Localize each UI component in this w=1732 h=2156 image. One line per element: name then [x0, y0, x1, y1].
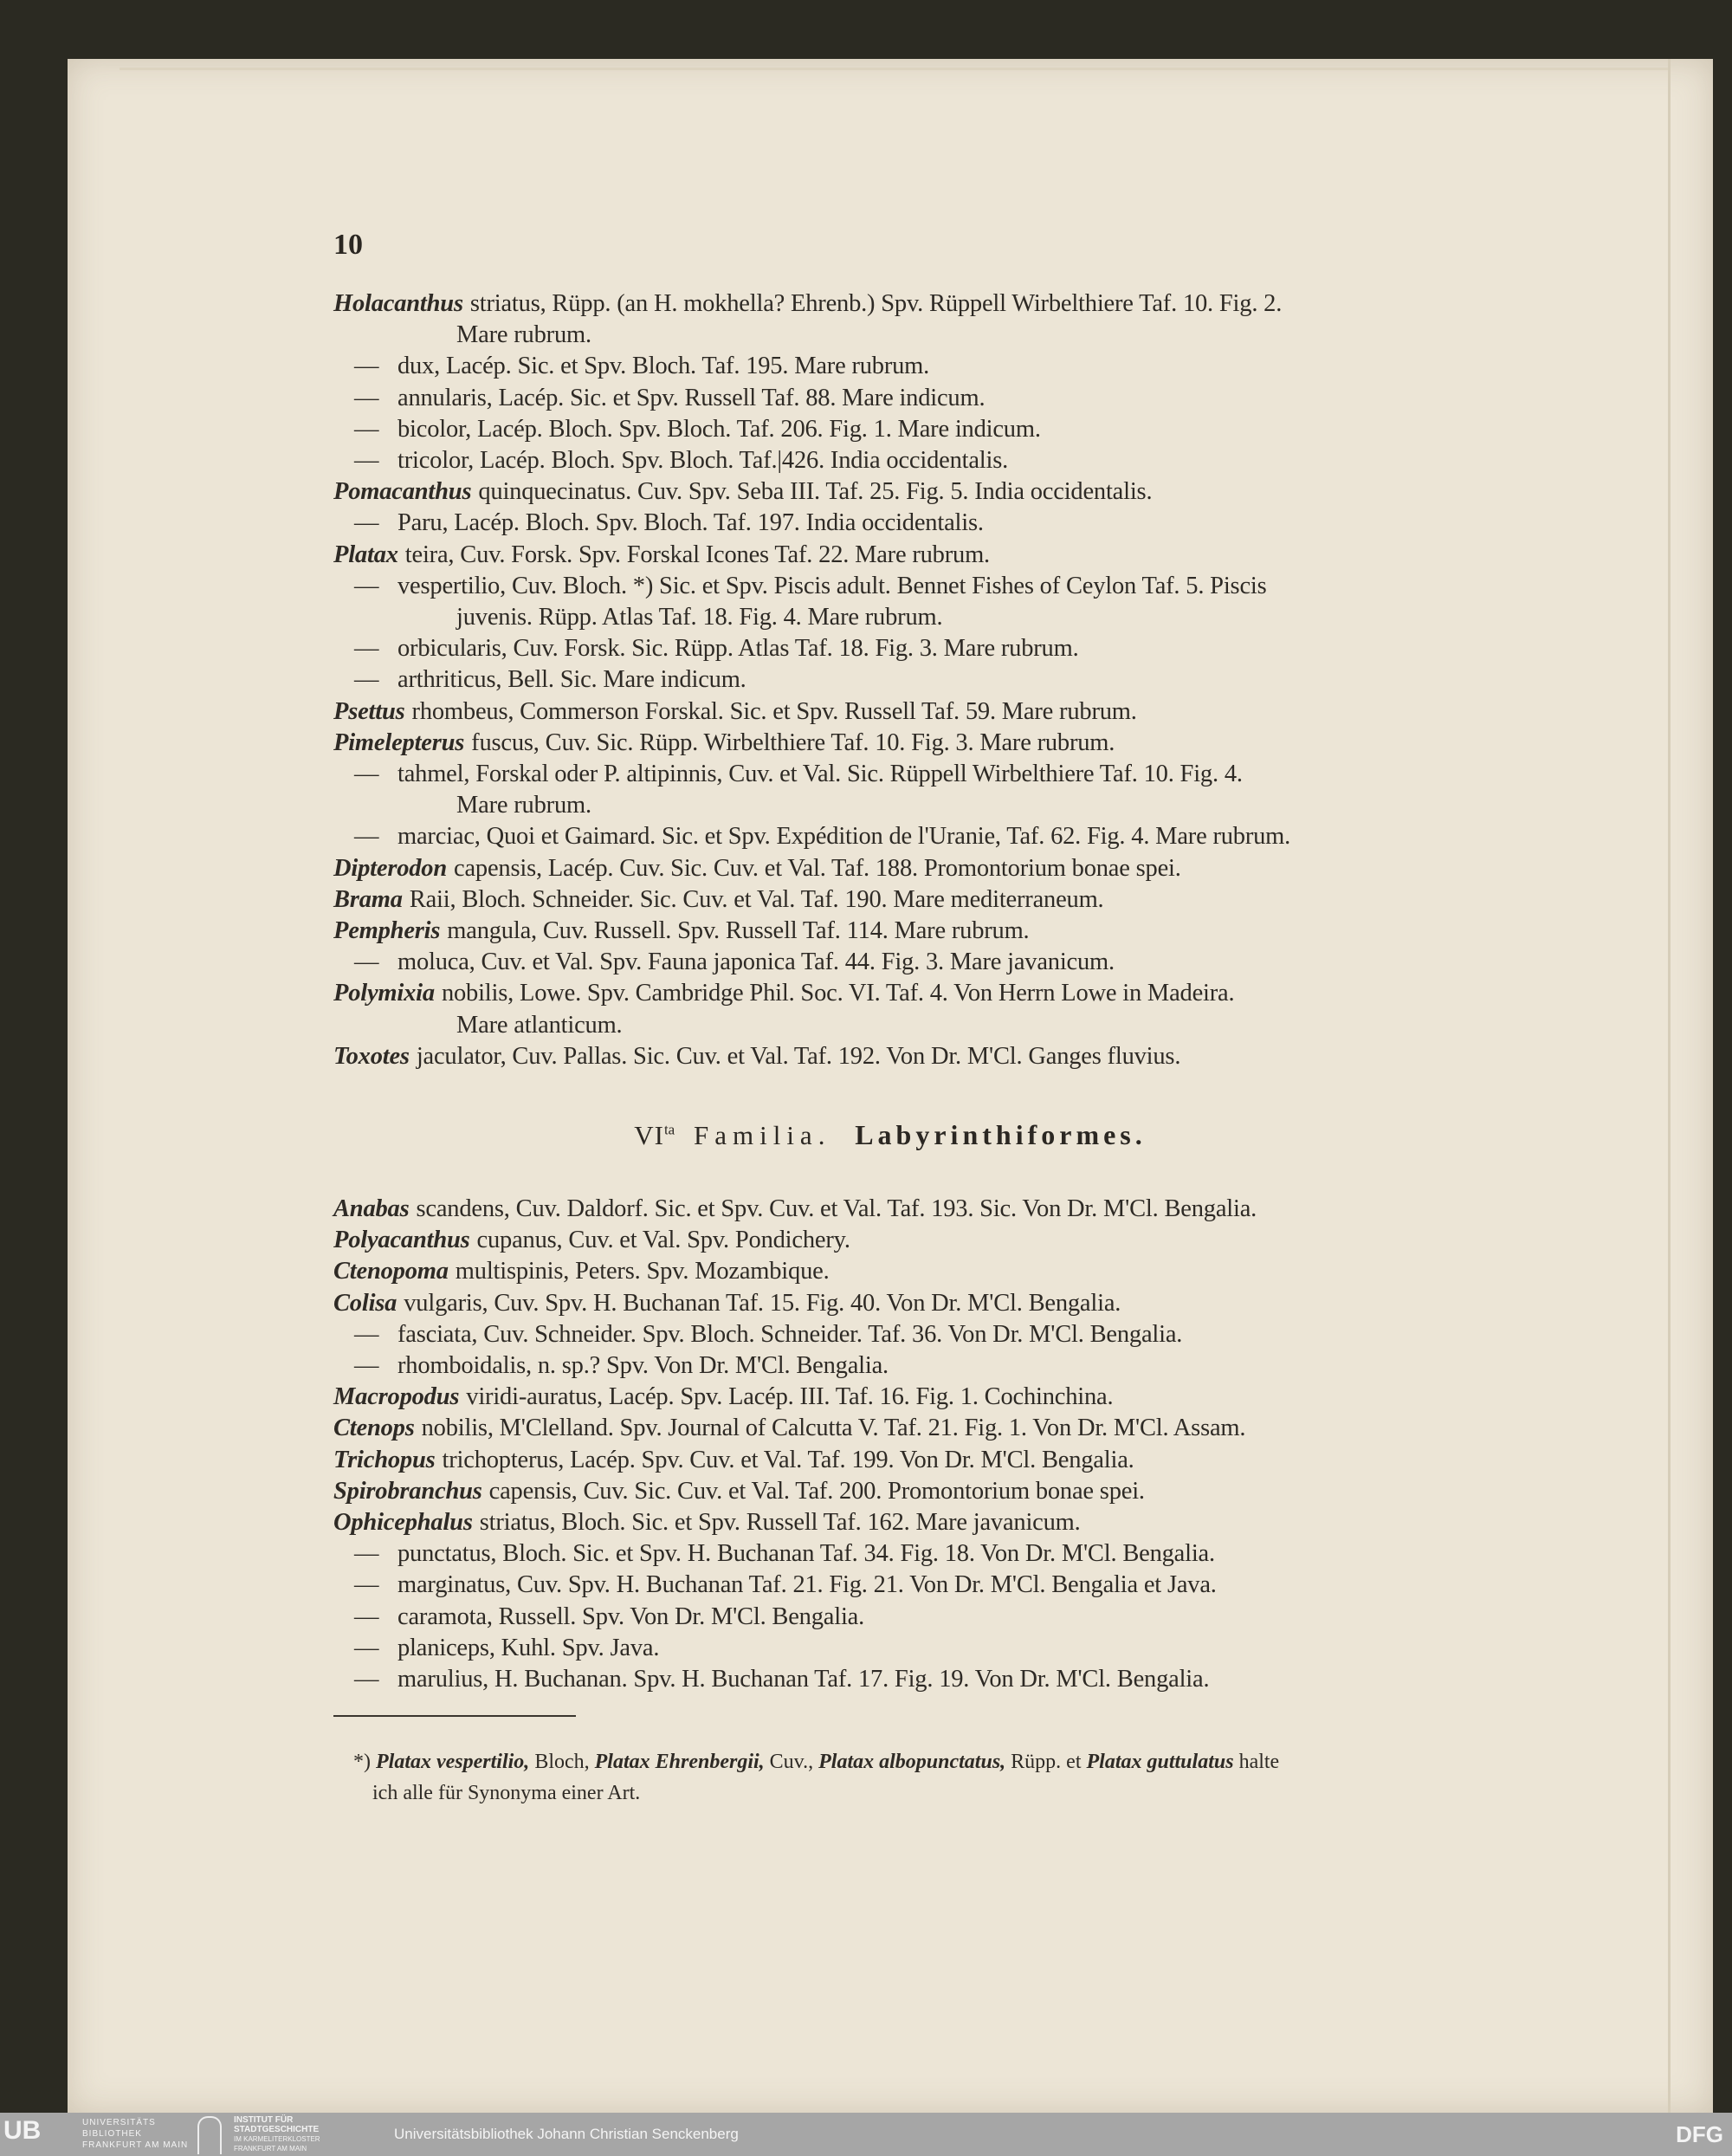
- viewer-footer: [0, 2113, 1732, 2156]
- scanned-page: [68, 59, 1713, 2114]
- species-text: rhomboidalis, n. sp.? Spv. Von Dr. M'Cl. Bengalia.: [397, 1352, 889, 1380]
- list-item: [333, 884, 1580, 916]
- list-item: [333, 288, 1580, 320]
- species-text: marciac, Quoi et Gaimard. Sic. et Spv. Expédition de l'Uranie, Taf. 62. Fig. 4. Mare rubrum.: [397, 823, 1291, 851]
- genus-name: Spirobranchus: [333, 1477, 482, 1505]
- ub-text-line: BIBLIOTHEK: [82, 2129, 142, 2139]
- species-text: Paru, Lacép. Bloch. Spv. Bloch. Taf. 197. India occidentalis.: [397, 509, 984, 537]
- library-name-link[interactable]: Universitätsbibliothek Johann Christian Senckenberg: [394, 2126, 739, 2142]
- list-item: [333, 476, 1580, 508]
- list-item: [333, 728, 1580, 759]
- species-text: multispinis, Peters. Spv. Mozambique.: [455, 1258, 830, 1285]
- species-text: annularis, Lacép. Sic. et Spv. Russell Taf. 88. Mare indicum.: [397, 384, 986, 411]
- species-list-section-2: [333, 1194, 1580, 1695]
- list-item: [333, 571, 1580, 602]
- genus-name: Ctenops: [333, 1415, 415, 1442]
- footnote-species: Platax vespertilio,: [376, 1751, 530, 1773]
- species-text: arthriticus, Bell. Sic. Mare indicum.: [397, 666, 746, 694]
- species-text: Raii, Bloch. Schneider. Sic. Cuv. et Val. Taf. 190. Mare mediterraneum.: [409, 885, 1104, 913]
- dash-mark: —: [354, 415, 379, 443]
- species-text: striatus, Rüpp. (an H. mokhella? Ehrenb.) Spv. Rüppell Wirbelthiere Taf. 10. Fig. 2.: [469, 290, 1283, 317]
- list-item: [333, 602, 1580, 633]
- species-text: orbicularis, Cuv. Forsk. Sic. Rüpp. Atlas Taf. 18. Fig. 3. Mare rubrum.: [397, 635, 1079, 663]
- footnote-line-2: ich alle für Synonyma einer Art.: [372, 1782, 641, 1804]
- list-item: [333, 790, 1580, 821]
- family-number-suffix: ta: [663, 1121, 675, 1138]
- dash-mark: —: [354, 666, 379, 694]
- list-item: [333, 978, 1580, 1009]
- species-text: Mare atlanticum.: [456, 1011, 623, 1039]
- family-name: Labyrinthiformes.: [855, 1119, 1147, 1150]
- list-item: [333, 1256, 1580, 1287]
- family-number: VI: [634, 1120, 664, 1150]
- list-item: [333, 508, 1580, 539]
- list-item: [333, 664, 1580, 696]
- list-item: [333, 540, 1580, 571]
- species-text: bicolor, Lacép. Bloch. Spv. Bloch. Taf. 206. Fig. 1. Mare indicum.: [397, 415, 1041, 443]
- ub-logo-text: [82, 2117, 188, 2151]
- list-item: [333, 1602, 1580, 1633]
- isg-text-line: FRANKFURT AM MAIN: [234, 2145, 307, 2153]
- page-number: 10: [333, 229, 363, 261]
- species-text: trichopterus, Lacép. Spv. Cuv. et Val. Taf. 199. Von Dr. M'Cl. Bengalia.: [442, 1446, 1134, 1473]
- dash-mark: —: [354, 1320, 379, 1348]
- species-text: caramota, Russell. Spv. Von Dr. M'Cl. Bengalia.: [397, 1602, 865, 1630]
- genus-name: Brama: [333, 885, 403, 913]
- species-text: cupanus, Cuv. et Val. Spv. Pondichery.: [476, 1227, 850, 1254]
- dash-mark: —: [354, 1540, 379, 1568]
- dash-mark: —: [354, 949, 379, 976]
- isg-logo-icon[interactable]: [197, 2116, 222, 2154]
- genus-name: Pempheris: [333, 917, 441, 945]
- genus-name: Holacanthus: [333, 290, 463, 317]
- species-text: punctatus, Bloch. Sic. et Spv. H. Buchanan Taf. 34. Fig. 18. Von Dr. M'Cl. Bengalia.: [397, 1540, 1215, 1568]
- species-text: juvenis. Rüpp. Atlas Taf. 18. Fig. 4. Mare rubrum.: [456, 604, 943, 631]
- dash-mark: —: [354, 761, 379, 788]
- species-text: mangula, Cuv. Russell. Spv. Russell Taf. 114. Mare rubrum.: [447, 917, 1030, 945]
- list-item: [333, 1350, 1580, 1382]
- dash-mark: —: [354, 353, 379, 380]
- genus-name: Pomacanthus: [333, 478, 472, 506]
- genus-name: Platax: [333, 541, 398, 568]
- isg-logo-text: [234, 2115, 320, 2153]
- species-text: teira, Cuv. Forsk. Spv. Forskal Icones Taf. 22. Mare rubrum.: [404, 541, 990, 568]
- species-text: vulgaris, Cuv. Spv. H. Buchanan Taf. 15. Fig. 40. Von Dr. M'Cl. Bengalia.: [404, 1289, 1121, 1317]
- species-text: rhombeus, Commerson Forskal. Sic. et Spv. Russell Taf. 59. Mare rubrum.: [411, 697, 1137, 725]
- dash-mark: —: [354, 635, 379, 663]
- list-item: [333, 414, 1580, 445]
- list-item: [333, 1225, 1580, 1256]
- footnote-rule: [333, 1715, 576, 1717]
- isg-text-line: INSTITUT FÜR: [234, 2115, 294, 2125]
- species-text: capensis, Lacép. Cuv. Sic. Cuv. et Val. Taf. 188. Promontorium bonae spei.: [454, 854, 1181, 882]
- list-item: [333, 633, 1580, 664]
- list-item: [333, 1476, 1580, 1507]
- list-item: [333, 1194, 1580, 1225]
- ub-text-line: UNIVERSITÄTS: [82, 2118, 156, 2127]
- list-item: [333, 1319, 1580, 1350]
- dash-mark: —: [354, 1602, 379, 1630]
- list-item: [333, 445, 1580, 476]
- list-item: [333, 1664, 1580, 1695]
- list-item: [333, 853, 1580, 884]
- familia-label: Familia.: [693, 1120, 831, 1150]
- species-list-section-1: [333, 288, 1580, 1072]
- dash-mark: —: [354, 447, 379, 475]
- species-text: moluca, Cuv. et Val. Spv. Fauna japonica Taf. 44. Fig. 3. Mare javanicum.: [397, 949, 1115, 976]
- list-item: [333, 1010, 1580, 1041]
- footnote-mark: *): [353, 1751, 371, 1773]
- footnote-line-1: [353, 1746, 1583, 1777]
- species-text: tricolor, Lacép. Bloch. Spv. Bloch. Taf.|426. India occidentalis.: [397, 447, 1009, 475]
- isg-text-line: IM KARMELITERKLOSTER: [234, 2135, 320, 2143]
- dash-mark: —: [354, 1571, 379, 1599]
- genus-name: Ctenopoma: [333, 1258, 449, 1285]
- list-item: [333, 696, 1580, 728]
- species-text: quinquecinatus. Cuv. Spv. Seba III. Taf. 25. Fig. 5. India occidentalis.: [478, 478, 1153, 506]
- page-edge: [120, 68, 1670, 70]
- list-item: [333, 1570, 1580, 1601]
- genus-name: Polyacanthus: [333, 1227, 470, 1254]
- species-text: fuscus, Cuv. Sic. Rüpp. Wirbelthiere Taf. 10. Fig. 3. Mare rubrum.: [471, 728, 1115, 756]
- genus-name: Dipterodon: [333, 854, 448, 882]
- genus-name: Toxotes: [333, 1042, 410, 1070]
- dash-mark: —: [354, 384, 379, 411]
- dash-mark: —: [354, 1634, 379, 1661]
- dash-mark: —: [354, 1666, 379, 1693]
- list-item: [333, 1507, 1580, 1538]
- list-item: [333, 1445, 1580, 1476]
- dash-mark: —: [354, 823, 379, 851]
- species-text: planiceps, Kuhl. Spv. Java.: [397, 1634, 660, 1661]
- genus-name: Trichopus: [333, 1446, 436, 1473]
- genus-name: Psettus: [333, 697, 405, 725]
- list-item: [333, 1413, 1580, 1444]
- species-text: Mare rubrum.: [456, 792, 591, 819]
- species-text: scandens, Cuv. Daldorf. Sic. et Spv. Cuv. et Val. Taf. 193. Sic. Von Dr. M'Cl. Bengalia.: [416, 1195, 1257, 1222]
- footnote-species: Platax Ehrenbergii,: [594, 1751, 765, 1773]
- species-text: fasciata, Cuv. Schneider. Spv. Bloch. Schneider. Taf. 36. Von Dr. M'Cl. Bengalia.: [397, 1320, 1183, 1348]
- species-text: jaculator, Cuv. Pallas. Sic. Cuv. et Val. Taf. 192. Von Dr. M'Cl. Ganges fluvius.: [416, 1042, 1181, 1070]
- genus-name: Pimelepterus: [333, 728, 465, 756]
- list-item: [333, 1538, 1580, 1570]
- dash-mark: —: [354, 572, 379, 599]
- list-item: [333, 351, 1580, 382]
- list-item: [333, 759, 1580, 790]
- list-item: [333, 1288, 1580, 1319]
- species-text: striatus, Bloch. Sic. et Spv. Russell Taf. 162. Mare javanicum.: [479, 1509, 1081, 1537]
- dash-mark: —: [354, 509, 379, 537]
- footnote-species: Platax guttulatus: [1086, 1751, 1234, 1773]
- ub-text-line: FRANKFURT AM MAIN: [82, 2140, 189, 2150]
- footnote-text: halte: [1233, 1751, 1280, 1773]
- species-text: capensis, Cuv. Sic. Cuv. et Val. Taf. 200. Promontorium bonae spei.: [488, 1477, 1145, 1505]
- dfg-logo[interactable]: DFG: [1676, 2121, 1723, 2147]
- isg-text-line: STADTGESCHICHTE: [234, 2125, 320, 2134]
- ub-logo[interactable]: UB: [3, 2116, 42, 2145]
- species-text: nobilis, M'Clelland. Spv. Journal of Calcutta V. Taf. 21. Fig. 1. Von Dr. M'Cl. Assam.: [421, 1415, 1246, 1442]
- genus-name: Ophicephalus: [333, 1509, 473, 1537]
- genus-name: Colisa: [333, 1289, 397, 1317]
- list-item: [333, 1382, 1580, 1413]
- list-item: [333, 320, 1580, 351]
- footnote-text: Rüpp. et: [1005, 1751, 1087, 1773]
- species-text: dux, Lacép. Sic. et Spv. Bloch. Taf. 195. Mare rubrum.: [397, 353, 930, 380]
- footnote-text: Cuv.,: [764, 1751, 819, 1773]
- species-text: vespertilio, Cuv. Bloch. *) Sic. et Spv. Piscis adult. Bennet Fishes of Ceylon Taf. 5. Piscis: [397, 572, 1267, 599]
- list-item: [333, 821, 1580, 852]
- footnote: [353, 1746, 1583, 1809]
- genus-name: Polymixia: [333, 980, 435, 1007]
- page-fold: [1668, 59, 1671, 2114]
- list-item: [333, 1633, 1580, 1664]
- list-item: [333, 383, 1580, 414]
- list-item: [333, 916, 1580, 947]
- dash-mark: —: [354, 1352, 379, 1380]
- species-text: viridi-auratus, Lacép. Spv. Lacép. III. Taf. 16. Fig. 1. Cochinchina.: [466, 1383, 1114, 1411]
- footnote-species: Platax albopunctatus,: [818, 1751, 1006, 1773]
- species-text: Mare rubrum.: [456, 321, 591, 349]
- species-text: tahmel, Forskal oder P. altipinnis, Cuv. et Val. Sic. Rüppell Wirbelthiere Taf. 10. Fig. 4.: [397, 761, 1243, 788]
- species-text: nobilis, Lowe. Spv. Cambridge Phil. Soc. VI. Taf. 4. Von Herrn Lowe in Madeira.: [441, 980, 1235, 1007]
- genus-name: Anabas: [333, 1195, 410, 1222]
- species-text: marginatus, Cuv. Spv. H. Buchanan Taf. 21. Fig. 21. Von Dr. M'Cl. Bengalia et Java.: [397, 1571, 1217, 1599]
- species-text: marulius, H. Buchanan. Spv. H. Buchanan Taf. 17. Fig. 19. Von Dr. M'Cl. Bengalia.: [397, 1666, 1210, 1693]
- genus-name: Macropodus: [333, 1383, 460, 1411]
- family-heading: [68, 1119, 1713, 1151]
- list-item: [333, 947, 1580, 978]
- list-item: [333, 1041, 1580, 1072]
- footnote-text: Bloch,: [529, 1751, 595, 1773]
